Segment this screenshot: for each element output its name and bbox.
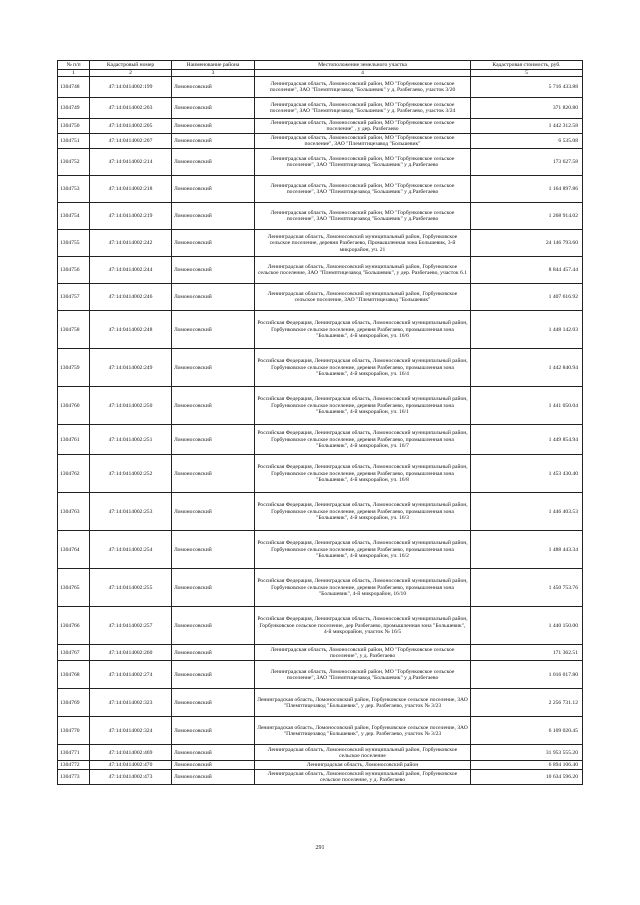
cell-cadastral-value: 371 820.80 — [471, 98, 583, 119]
header-num: № п/п — [58, 61, 90, 70]
header-cadastral-number: Кадастровый номер — [90, 61, 172, 70]
cell-district: Ломоносовский — [172, 745, 255, 761]
table-row — [58, 689, 583, 717]
table-row — [58, 745, 583, 761]
cell-cadastral-value: 1 449 854.94 — [471, 425, 583, 455]
cell-district: Ломоносовский — [172, 349, 255, 387]
cell-district: Ломоносовский — [172, 569, 255, 607]
cell-num: 1304772 — [58, 761, 90, 770]
table-row — [58, 349, 583, 387]
cell-cadastral-number: 47:14:0414002:242 — [90, 230, 172, 257]
cell-cadastral-number: 47:14:0414002:214 — [90, 149, 172, 176]
cell-location: Российская Федерация, Ленинградская область, Ломоносовский муниципальный район, Горбунковское сельское поселение, деревня Разбегаево, промышленная зона "Большевик", 4-й микрорайон, 16/10 — [255, 569, 471, 607]
cell-num: 1304762 — [58, 455, 90, 493]
table-row — [58, 569, 583, 607]
cell-cadastral-value: 31 953 555.20 — [471, 745, 583, 761]
cell-cadastral-number: 47:14:0414002:219 — [90, 203, 172, 230]
cell-num: 1304754 — [58, 203, 90, 230]
table-row — [58, 493, 583, 531]
cell-cadastral-value: 1 016 017.80 — [471, 661, 583, 689]
cell-num: 1304752 — [58, 149, 90, 176]
cell-cadastral-number: 47:14:0414002:260 — [90, 645, 172, 661]
table-row — [58, 119, 583, 134]
cell-cadastral-value: 1 442 312.58 — [471, 119, 583, 134]
cell-location: Российская Федерация, Ленинградская область, Ломоносовский муниципальный район, Горбунковское сельское поселение, дер Разбегаево, промышленная зона "Большевик", 4-й микрорайон, участок № 16/5 — [255, 607, 471, 645]
cell-cadastral-number: 47:14:0414002:323 — [90, 689, 172, 717]
cell-num: 1304771 — [58, 745, 90, 761]
cell-num: 1304763 — [58, 493, 90, 531]
cell-cadastral-number: 47:14:0414002:469 — [90, 745, 172, 761]
cell-location: Российская Федерация, Ленинградская область, Ломоносовский муниципальный район, Горбунковское сельское поселение, деревня Разбегаево, промышленная зона "Большевик", 4-й микрорайон, уч. 16/1 — [255, 387, 471, 425]
cell-location: Ленинградская область, Ломоносовский район, МО "Горбунковское сельское поселение", ЗАО "Племптицезавод "Большевик" у д.Разбегаево — [255, 661, 471, 689]
cell-cadastral-number: 47:14:0414002:473 — [90, 770, 172, 785]
cell-cadastral-value: 5 716 433.88 — [471, 77, 583, 98]
header-location: Местоположение земельного участка — [255, 61, 471, 70]
cell-num: 1304765 — [58, 569, 90, 607]
cell-cadastral-number: 47:14:0414002:244 — [90, 257, 172, 284]
cell-district: Ломоносовский — [172, 645, 255, 661]
cell-cadastral-number: 47:14:0414002:248 — [90, 311, 172, 349]
cell-num: 1304767 — [58, 645, 90, 661]
cell-location: Российская Федерация, Ленинградская область, Ломоносовский муниципальный район, Горбунковское сельское поселение, деревня Разбегаево, промышленная зона "Большевик", 4-й микрорайон, уч. 16/6 — [255, 311, 471, 349]
cell-cadastral-value: 1 164 897.86 — [471, 176, 583, 203]
cell-location: Ленинградская область, Ломоносовский муниципальный район, Горбунковское сельское поселение, ЗАО "Племптицезавод "Большевик" — [255, 284, 471, 311]
cell-district: Ломоносовский — [172, 425, 255, 455]
cell-num: 1304759 — [58, 349, 90, 387]
cell-num: 1304768 — [58, 661, 90, 689]
cell-num: 1304770 — [58, 717, 90, 745]
cell-location: Ленинградская область, Ломоносовский район, МО "Горбунковское сельское поселение", у д. Разбегаево — [255, 645, 471, 661]
table-row — [58, 717, 583, 745]
cell-num: 1304769 — [58, 689, 90, 717]
cell-cadastral-number: 47:14:0414002:257 — [90, 607, 172, 645]
table-row — [58, 455, 583, 493]
cadastral-value-table — [57, 60, 583, 785]
header-index-5: 5 — [471, 70, 583, 77]
cell-location: Российская Федерация, Ленинградская область, Ломоносовский муниципальный район, Горбунковское сельское поселение, деревня Разбегаево, промышленная зона "Большевик", 4-й микрорайон, уч. 16/3 — [255, 493, 471, 531]
cell-cadastral-number: 47:14:0414002:249 — [90, 349, 172, 387]
cell-location: Российская Федерация, Ленинградская область, Ломоносовский муниципальный район, Горбунковское сельское поселение, деревня Разбегаево, промышленная зона "Большевик", 4-й микрорайон, уч. 16/2 — [255, 531, 471, 569]
table-row — [58, 149, 583, 176]
cell-cadastral-number: 47:14:0414002:255 — [90, 569, 172, 607]
cell-cadastral-value: 6 535.08 — [471, 134, 583, 149]
cell-location: Ленинградская область, Ломоносовский район, МО "Горбунковское сельское поселение", ЗАО "Племптицезавод "Большевик" у д.Разбегаево — [255, 203, 471, 230]
cell-location: Ленинградская область, Ломоносовский район, МО "Горбунковское сельское поселение", ЗАО "Племптицезавод "Большевик" — [255, 134, 471, 149]
table-row — [58, 607, 583, 645]
table-row — [58, 284, 583, 311]
cell-location: Ленинградская область, Ломоносовский район, МО "Горбунковское сельское поселение", ЗАО "Племптицезавод "Большевик" у д.Разбегаево — [255, 149, 471, 176]
cell-location: Российская Федерация, Ленинградская область, Ломоносовский муниципальный район, Горбунковское сельское поселение, деревня Разбегаево, промышленная зона "Большевик", 4-й микрорайон, уч. 16/8 — [255, 455, 471, 493]
table-row — [58, 257, 583, 284]
cell-location: Ленинградская область, Ломоносовский район — [255, 761, 471, 770]
cell-district: Ломоносовский — [172, 761, 255, 770]
cell-cadastral-number: 47:14:0414002:199 — [90, 77, 172, 98]
cell-location: Ленинградская область, Ломоносовский муниципальный район, Горбунковское сельское поселение — [255, 745, 471, 761]
cell-num: 1304757 — [58, 284, 90, 311]
cell-district: Ломоносовский — [172, 119, 255, 134]
header-index-4: 4 — [255, 70, 471, 77]
header-district: Наименование района — [172, 61, 255, 70]
cell-num: 1304758 — [58, 311, 90, 349]
cell-num: 1304764 — [58, 531, 90, 569]
cell-cadastral-number: 47:14:0414002:250 — [90, 387, 172, 425]
header-cadastral-value: Кадастровая стоимость, руб. — [471, 61, 583, 70]
cell-cadastral-value: 10 634 596.20 — [471, 770, 583, 785]
cell-cadastral-value: 2 256 731.12 — [471, 689, 583, 717]
page-number: 291 — [315, 845, 325, 851]
table-row — [58, 761, 583, 770]
cell-num: 1304773 — [58, 770, 90, 785]
table-body — [58, 77, 583, 785]
cell-num: 1304761 — [58, 425, 90, 455]
cell-district: Ломоносовский — [172, 176, 255, 203]
cell-cadastral-value: 1 407 616.92 — [471, 284, 583, 311]
cell-cadastral-value: 6 109 020.45 — [471, 717, 583, 745]
cell-cadastral-number: 47:14:0414002:470 — [90, 761, 172, 770]
cell-num: 1304756 — [58, 257, 90, 284]
table-row — [58, 77, 583, 98]
cell-district: Ломоносовский — [172, 455, 255, 493]
table-row — [58, 311, 583, 349]
cell-district: Ломоносовский — [172, 98, 255, 119]
table-row — [58, 98, 583, 119]
cell-district: Ломоносовский — [172, 493, 255, 531]
cell-district: Ломоносовский — [172, 257, 255, 284]
cell-cadastral-number: 47:14:0414002:252 — [90, 455, 172, 493]
cell-cadastral-value: 1 488 443.34 — [471, 531, 583, 569]
header-index-3: 3 — [172, 70, 255, 77]
cell-district: Ломоносовский — [172, 77, 255, 98]
table-row — [58, 203, 583, 230]
table-row — [58, 645, 583, 661]
cell-district: Ломоносовский — [172, 284, 255, 311]
table-row — [58, 531, 583, 569]
cell-num: 1304760 — [58, 387, 90, 425]
cell-district: Ломоносовский — [172, 689, 255, 717]
cell-num: 1304766 — [58, 607, 90, 645]
cell-cadastral-number: 47:14:0414002:218 — [90, 176, 172, 203]
table-row — [58, 230, 583, 257]
cell-location: Ленинградская область, Ломоносовский район, Горбунковское сельское поселение, ЗАО "Племптицезавод "Большевик", у дер. Разбегаево, участок № 3/23 — [255, 689, 471, 717]
cell-cadastral-number: 47:14:0414002:324 — [90, 717, 172, 745]
cell-district: Ломоносовский — [172, 311, 255, 349]
cell-cadastral-number: 47:14:0414002:246 — [90, 284, 172, 311]
cell-cadastral-number: 47:14:0414002:203 — [90, 98, 172, 119]
cell-num: 1304755 — [58, 230, 90, 257]
cell-location: Ленинградская область, Ломоносовский муниципальный район, Горбунковское сельское поселение, деревня Разбегаево, Промышленная зона Большевик, 3-й микрорайон, уч. 21 — [255, 230, 471, 257]
cell-district: Ломоносовский — [172, 717, 255, 745]
cell-location: Российская Федерация, Ленинградская область, Ломоносовский муниципальный район, Горбунковское сельское поселение, деревня Разбегаево, промышленная зона "Большевик", 4-й микрорайон, уч. 16/4 — [255, 349, 471, 387]
cell-cadastral-number: 47:14:0414002:207 — [90, 134, 172, 149]
cell-district: Ломоносовский — [172, 531, 255, 569]
cell-num: 1304749 — [58, 98, 90, 119]
cell-cadastral-value: 1 268 914.02 — [471, 203, 583, 230]
cell-district: Ломоносовский — [172, 387, 255, 425]
cell-cadastral-value: 24 146 793.60 — [471, 230, 583, 257]
header-index-2: 2 — [90, 70, 172, 77]
cell-num: 1304751 — [58, 134, 90, 149]
table-header — [58, 61, 583, 77]
cell-district: Ломоносовский — [172, 607, 255, 645]
cell-num: 1304748 — [58, 77, 90, 98]
cell-cadastral-value: 171 362.51 — [471, 645, 583, 661]
cell-cadastral-value: 173 627.58 — [471, 149, 583, 176]
cell-cadastral-value: 1 450 753.76 — [471, 569, 583, 607]
table-row — [58, 134, 583, 149]
cell-district: Ломоносовский — [172, 203, 255, 230]
cadastral-table-sheet — [57, 60, 582, 785]
cell-location: Ленинградская область, Ломоносовский муниципальный район, Горбунковское сельское поселение, ЗАО "Племптицезавод "Большевик", у дер. Разбегаево, участок 6.1 — [255, 257, 471, 284]
cell-location: Ленинградская область, Ломоносовский район, МО "Горбунковское сельское поселение", ЗАО "Племптицезавод "Большевик" у д.Разбегаево — [255, 176, 471, 203]
cell-cadastral-value: 1 440 150.00 — [471, 607, 583, 645]
header-index-1: 1 — [58, 70, 90, 77]
cell-district: Ломоносовский — [172, 134, 255, 149]
table-row — [58, 661, 583, 689]
table-row — [58, 387, 583, 425]
cell-cadastral-number: 47:14:0414002:274 — [90, 661, 172, 689]
cell-cadastral-number: 47:14:0414002:251 — [90, 425, 172, 455]
cell-location: Российская Федерация, Ленинградская область, Ломоносовский муниципальный район, Горбунковское сельское поселение, деревня Разбегаево, промышленная зона "Большевик", 4-й микрорайон, уч. 16/7 — [255, 425, 471, 455]
cell-num: 1304750 — [58, 119, 90, 134]
cell-num: 1304753 — [58, 176, 90, 203]
cell-cadastral-value: 1 448 142.03 — [471, 311, 583, 349]
cell-district: Ломоносовский — [172, 149, 255, 176]
table-row — [58, 770, 583, 785]
cell-cadastral-value: 8 844 457.44 — [471, 257, 583, 284]
cell-district: Ломоносовский — [172, 770, 255, 785]
cell-cadastral-number: 47:14:0414002:254 — [90, 531, 172, 569]
cell-cadastral-value: 6 894 106.40 — [471, 761, 583, 770]
cell-location: Ленинградская область, Ломоносовский муниципальный район, Горбунковское сельское поселение, у д. Разбегаево — [255, 770, 471, 785]
cell-location: Ленинградская область, Ломоносовский район, МО "Горбунковское сельское поселение" , у дер. Разбегаево — [255, 119, 471, 134]
cell-cadastral-value: 1 453 430.40 — [471, 455, 583, 493]
cell-district: Ломоносовский — [172, 230, 255, 257]
cell-cadastral-number: 47:14:0414002:253 — [90, 493, 172, 531]
cell-district: Ломоносовский — [172, 661, 255, 689]
cell-location: Ленинградская область, Ломоносовский район, МО "Горбунковское сельское поселение", ЗАО "Племптицезавод "Большевик" у д. Разбегаево, участок 3/24 — [255, 98, 471, 119]
table-row — [58, 176, 583, 203]
cell-cadastral-value: 1 446 403.53 — [471, 493, 583, 531]
table-row — [58, 425, 583, 455]
cell-location: Ленинградская область, Ломоносовский район, Горбунковское сельское поселение, ЗАО "Племптицезавод "Большевик", у дер. Разбегаево, участок № 3/23 — [255, 717, 471, 745]
cell-cadastral-value: 1 441 050.04 — [471, 387, 583, 425]
cell-cadastral-number: 47:14:0414002:205 — [90, 119, 172, 134]
cell-location: Ленинградская область, Ломоносовский район, МО "Горбунковское сельское поселение", ЗАО "Племптицезавод "Большевик" у д. Разбегаево, участок 3/20 — [255, 77, 471, 98]
cell-cadastral-value: 1 442 840.94 — [471, 349, 583, 387]
